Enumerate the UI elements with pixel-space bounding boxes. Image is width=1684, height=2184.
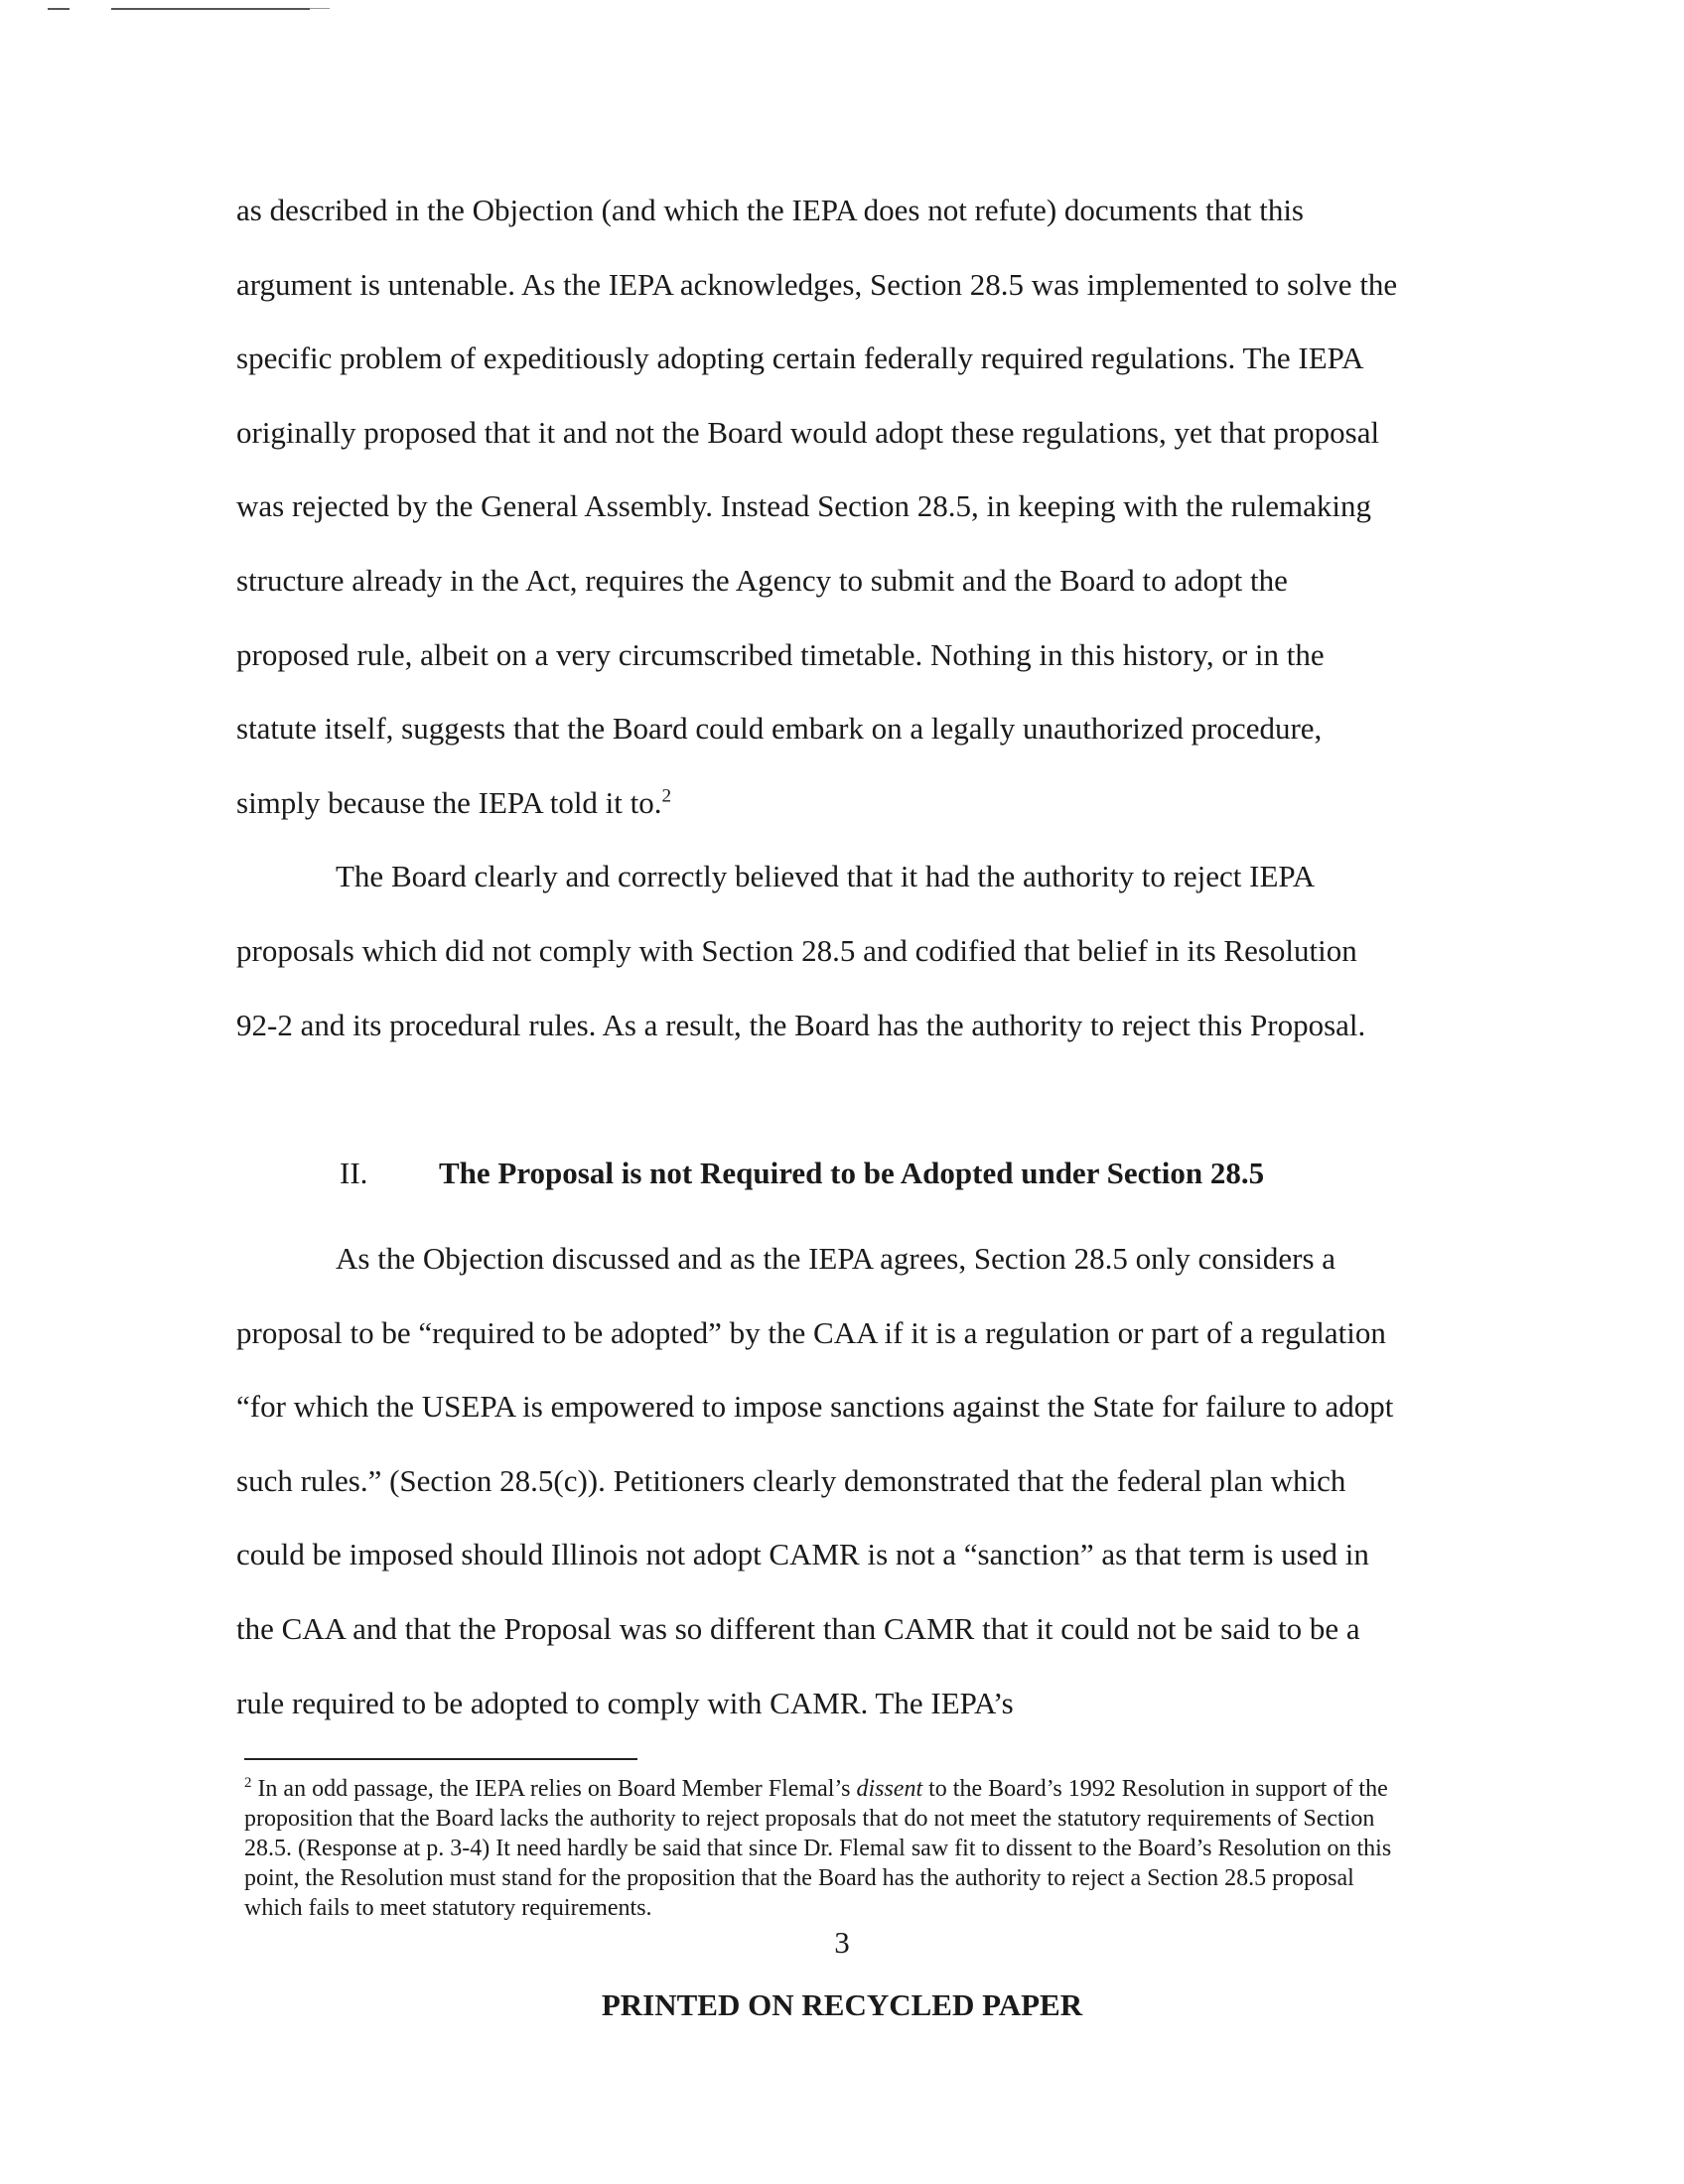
footnote-emphasis: dissent bbox=[856, 1776, 923, 1802]
section-heading bbox=[340, 1154, 1432, 1193]
paragraph-required-to-be-adopted: As the Objection discussed and as the IEPA agrees, Section 28.5 only considers a proposal to be “required to be adopted” by the CAA if it is a regulation or part of a regulation “for which the USEPA is empowered to impose sanctions against the State for failure to adopt such rules.” (Section 28.5(c)). Petitioners clearly demonstrated that the federal plan which could be imposed should Illinois not adopt CAMR is not a “sanction” as that term is used in the CAA and that the Proposal was so different than CAMR that it could not be said to be a rule required to be adopted to comply with CAMR. The IEPA’s bbox=[236, 1241, 1394, 1720]
section-number: II. bbox=[340, 1156, 368, 1190]
scan-artifact-line bbox=[111, 8, 310, 10]
footnote-text-end: to the Board’s 1992 Resolution in support of the proposition that the Board lacks the authority to reject proposals that do not meet the statutory requirements of Section 28.5. (Response at p. 3-4) It need hardly be said that since Dr. Flemal saw fit to dissent to the Board’s Resolution on this point, the Resolution must stand for the proposition that the Board has the authority to reject a Section 28.5 proposal which fails to meet statutory requirements. bbox=[244, 1776, 1392, 1921]
page-number: 3 bbox=[834, 1925, 850, 1960]
footnote-marker: 2 bbox=[244, 1775, 252, 1791]
section-title: The Proposal is not Required to be Adopted under Section 28.5 bbox=[439, 1156, 1265, 1190]
paragraph-board-authority: The Board clearly and correctly believed that it had the authority to reject IEPA proposals which did not comply with Section 28.5 and codified that belief in its Resolution 92-2 and its procedural rules. As a result, the Board has the authority to reject this Proposal. bbox=[236, 859, 1366, 1042]
scan-artifact-dots bbox=[310, 8, 330, 9]
scan-artifact-mark bbox=[48, 8, 70, 10]
recycled-paper-footer: PRINTED ON RECYCLED PAPER bbox=[601, 1987, 1083, 2022]
footnote-divider bbox=[244, 1758, 637, 1760]
paragraph-continuation: as described in the Objection (and which the IEPA does not refute) documents that this argument is untenable. As the IEPA acknowledges, Section 28.5 was implemented to solve the specific problem of expeditiously adopting certain federally required regulations. The IEPA originally proposed that it and not the Board would adopt these regulations, yet that proposal was rejected by the General Assembly. Instead Section 28.5, in keeping with the rulemaking structure already in the Act, requires the Agency to submit and the Board to adopt the proposed rule, albeit on a very circumscribed timetable. Nothing in this history, or in the statute itself, suggests that the Board could embark on a legally unauthorized procedure, simply because the IEPA told it to.$^2$ bbox=[236, 193, 1398, 820]
footnote-text-start: In an odd passage, the IEPA relies on Board Member Flemal’s bbox=[257, 1776, 857, 1802]
footnote bbox=[244, 1774, 1406, 1923]
body-text-top bbox=[236, 174, 1403, 1062]
body-text-bottom bbox=[236, 1222, 1403, 1740]
footnote-reference: 2 bbox=[661, 785, 672, 807]
